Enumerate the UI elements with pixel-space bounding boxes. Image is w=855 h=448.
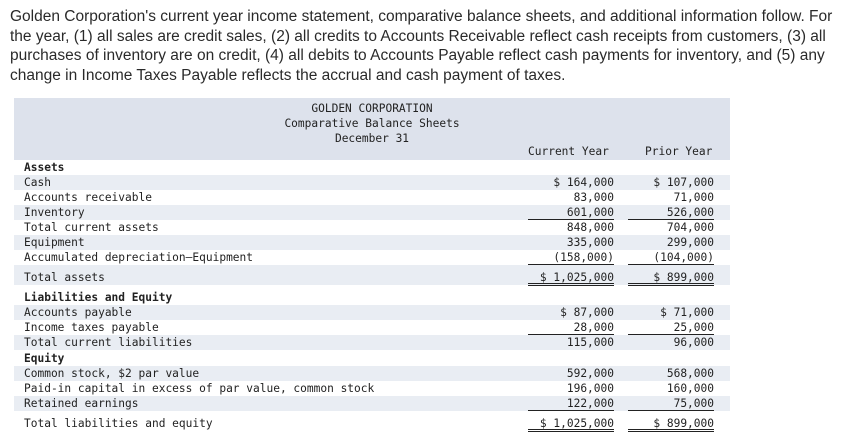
current-year-value: $ 87,000	[560, 306, 614, 319]
current-year-value: 115,000	[566, 336, 614, 349]
row-label: Total liabilities and equity	[24, 417, 213, 430]
prior-year-value: 160,000	[666, 382, 714, 395]
prior-year-value: 568,000	[666, 367, 714, 380]
current-year-value: (158,000)	[514, 250, 614, 265]
row-label: Retained earnings	[24, 397, 139, 410]
prior-year-value: $ 71,000	[660, 306, 714, 319]
row-accumulated-depreciation	[14, 250, 730, 265]
prior-year-value: $ 899,000	[614, 270, 714, 285]
row-accounts-payable	[14, 305, 730, 320]
statement-date: December 31	[334, 132, 410, 145]
row-equity-heading	[14, 351, 730, 366]
row-retained-earnings	[14, 396, 730, 411]
row-label: Equity	[24, 352, 65, 365]
prior-year-value: 96,000	[673, 336, 714, 349]
prior-year-value: $ 899,000	[614, 416, 714, 431]
row-label: Assets	[24, 161, 65, 174]
current-year-value: 335,000	[566, 236, 614, 249]
prior-year-value: 704,000	[666, 221, 714, 234]
sheet-title-block	[14, 101, 730, 146]
row-label: Accounts payable	[24, 306, 132, 319]
current-year-value: 592,000	[566, 367, 614, 380]
current-year-value: 848,000	[566, 221, 614, 234]
row-total-current-liabilities	[14, 335, 730, 350]
row-total-liabilities-equity	[14, 416, 730, 431]
row-label: Accumulated depreciation—Equipment	[24, 251, 254, 264]
prior-year-value: 299,000	[666, 236, 714, 249]
row-assets-heading	[14, 160, 730, 175]
current-year-value: 601,000	[514, 205, 614, 220]
row-inventory	[14, 205, 730, 220]
problem-intro-text: Golden Corporation's current year income statement, comparative balance sheets, and additional information follow. For the year, (1) all sales are credit sales, (2) all credits to Accounts Receivable reflect cash receipts from customers, (3) all purchases of inventory are on credit, (4) all debits to Accounts Payable reflect cash payments for inventory, and (5) any change in Income Taxes Payable reflects the accrual and cash payment of taxes.	[10, 8, 833, 84]
current-year-value: $ 1,025,000	[514, 270, 614, 285]
row-label: Total assets	[24, 271, 105, 284]
row-label: Liabilities and Equity	[24, 291, 173, 304]
statement-title: Comparative Balance Sheets	[284, 117, 460, 130]
row-label: Inventory	[24, 206, 85, 219]
row-label: Total current liabilities	[24, 336, 193, 349]
current-year-value: 83,000	[573, 191, 614, 204]
current-year-value: 28,000	[514, 320, 614, 335]
current-year-value: 122,000	[514, 396, 614, 411]
prior-year-value: $ 107,000	[653, 176, 714, 189]
row-label: Paid-in capital in excess of par value, common stock	[24, 382, 375, 395]
column-header-current-year: Current Year	[528, 145, 609, 158]
prior-year-value: (104,000)	[614, 250, 714, 265]
row-total-assets	[14, 270, 730, 285]
row-label: Common stock, $2 par value	[24, 367, 200, 380]
row-common-stock	[14, 366, 730, 381]
column-header-prior-year: Prior Year	[645, 145, 713, 158]
row-cash	[14, 175, 730, 190]
current-year-value: $ 1,025,000	[514, 416, 614, 431]
row-total-current-assets	[14, 220, 730, 235]
prior-year-value: 71,000	[673, 191, 714, 204]
company-name: GOLDEN CORPORATION	[311, 102, 433, 115]
row-accounts-receivable	[14, 190, 730, 205]
row-label: Total current assets	[24, 221, 159, 234]
prior-year-value: 75,000	[614, 396, 714, 411]
row-label: Accounts receivable	[24, 191, 152, 204]
prior-year-value: 25,000	[614, 320, 714, 335]
row-label: Equipment	[24, 236, 85, 249]
current-year-value: 196,000	[566, 382, 614, 395]
row-label: Cash	[24, 176, 51, 189]
row-label: Income taxes payable	[24, 321, 159, 334]
row-paid-in-capital	[14, 381, 730, 396]
current-year-value: $ 164,000	[553, 176, 614, 189]
comparative-balance-sheet	[14, 98, 730, 436]
row-liabilities-equity-heading	[14, 290, 730, 305]
row-income-taxes-payable	[14, 320, 730, 335]
row-equipment	[14, 235, 730, 250]
prior-year-value: 526,000	[614, 205, 714, 220]
